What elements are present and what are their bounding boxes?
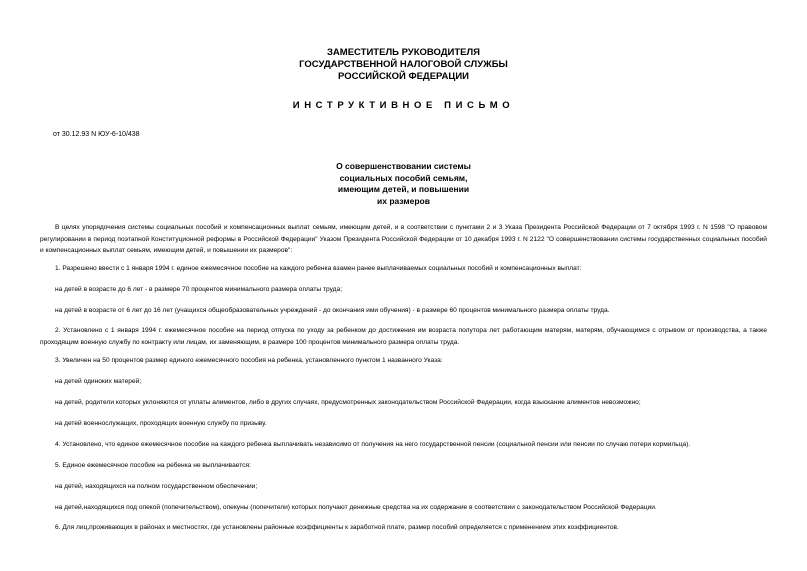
paragraph-4: 4. Установлено, что единое ежемесячное пособие на каждого ребенка выплачивать независимо от получения на него государственной пенсии (социальной пенсии или пенсии по случаю потери кормильца).: [55, 441, 691, 448]
document-reference: от 30.12.93 N ЮУ-6-10/438: [53, 131, 140, 138]
paragraph-2: 2. Установлено с 1 января 1994 г. ежемесячное пособие на период отпуска по уходу за ребенком до достижения им возраста полутора лет работающим матерям, матерям, обучающимся с отрывом от производства, а также проходящим военную службу по контракту или лицам, их заменяющим, в размере 100 процентов минимального размера оплаты труда.: [40, 327, 767, 346]
issuer-header: [0, 47, 807, 83]
document-subject: [0, 161, 807, 207]
paragraph-3a: на детей одиноких матерей;: [55, 378, 142, 385]
paragraph-5a: на детей, находящихся на полном государственном обеспечении;: [55, 483, 258, 490]
issuer-line-3: РОССИЙСКОЙ ФЕДЕРАЦИИ: [337, 71, 469, 82]
document-type-title: ИНСТРУКТИВНОЕ ПИСЬМО: [292, 100, 515, 111]
subject-line-4: их размеров: [377, 195, 430, 206]
issuer-line-2: ГОСУДАРСТВЕННОЙ НАЛОГОВОЙ СЛУЖБЫ: [299, 59, 508, 70]
paragraph-3c: на детей военнослужащих, проходящих военную службу по призыву.: [55, 420, 267, 427]
subject-line-3: имеющим детей, и повышении: [337, 184, 470, 194]
paragraph-5b: на детей,находящихся под опекой (попечительством), опекуны (попечители) которых получают денежные средства на их содержание в соответствии с законодательством Российской Федерации.: [55, 504, 657, 511]
subject-line-1: О совершенствовании системы: [336, 161, 471, 171]
paragraph-3b: на детей, родители которых уклоняются от уплаты алиментов, либо в других случаях, предусмотренных законодательством Российской Федерации, когда взыскание алиментов невозможно;: [55, 399, 641, 406]
paragraph-5: 5. Единое ежемесячное пособие на ребенка не выплачивается:: [55, 462, 251, 469]
subject-line-2: социальных пособий семьям,: [339, 172, 468, 183]
paragraph-1a: на детей в возрасте до 6 лет - в размере 70 процентов минимального размера оплаты труда;: [55, 286, 343, 293]
paragraph-6: 6. Для лиц,проживающих в районах и местностях, где установлены районные коэффициенты к заработной плате, размер пособий определяется с применением этих коэффициентов.: [55, 524, 619, 531]
paragraph-3: 3. Увеличен на 50 процентов размер единого ежемесячного пособия на ребенка, установленного пунктом 1 названного Указа:: [55, 357, 443, 364]
paragraph-1: 1. Разрешено ввести с 1 января 1994 г. единое ежемесячное пособие на каждого ребенка взамен ранее выплачиваемых социальных пособий и компенсационных выплат:: [55, 265, 582, 272]
paragraph-intro: В целях упорядочения системы социальных пособий и компенсационных выплат семьям, имеющим детей, и в соответствии с пунктами 2 и 3 Указа Президента Российской Федерации от 7 октября 1993 г. N 1598 "О правовом регулировании в период поэтапной Конституционной реформы в Российской Федерации" Указом Президента Российской Федерации от 10 декабря 1993 г. N 2122 "О совершенствовании системы государственных социальных пособий и компенсационных выплат семьям, имеющим детей, и повышении их размеров":: [40, 224, 767, 254]
issuer-line-1: ЗАМЕСТИТЕЛЬ РУКОВОДИТЕЛЯ: [326, 47, 481, 58]
paragraph-1b: на детей в возрасте от 6 лет до 16 лет (учащихся общеобразовательных учреждений - до окончания ими обучения) - в размере 60 процентов минимального размера оплаты труда.: [55, 307, 610, 314]
